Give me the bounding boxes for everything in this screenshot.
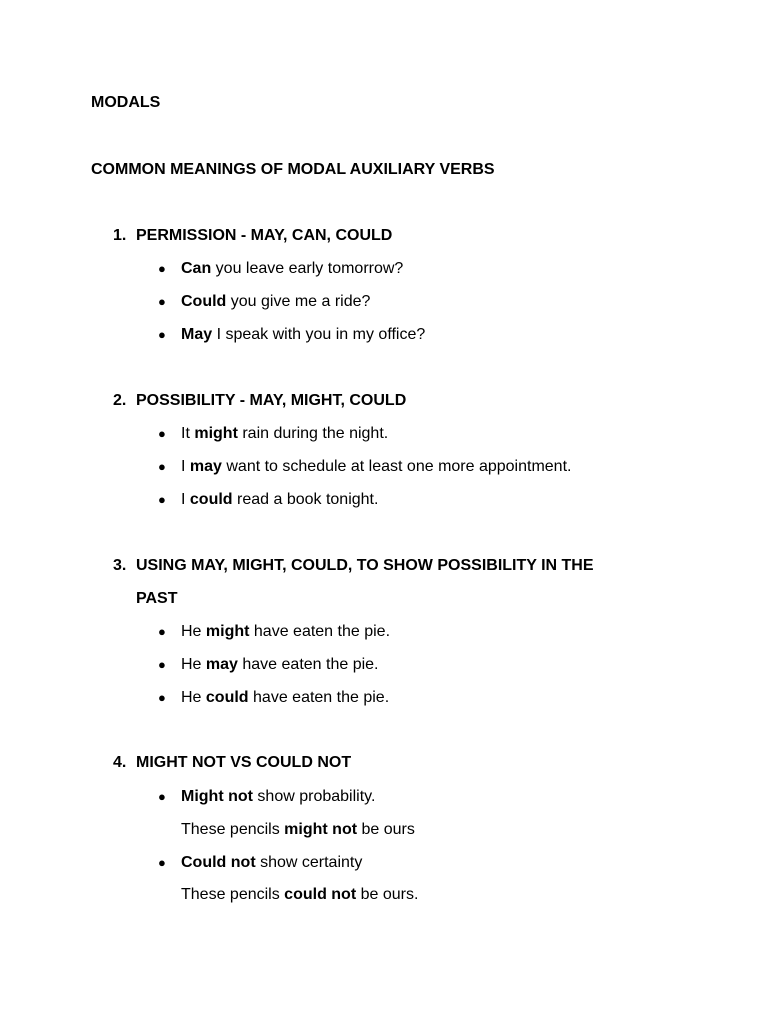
- section-number: 1.: [113, 227, 127, 244]
- list-item: It might rain during the night.: [181, 425, 389, 442]
- list-item: I may want to schedule at least one more appointment.: [181, 458, 572, 475]
- bullet-icon: ●: [158, 327, 166, 342]
- list-item: Could you give me a ride?: [181, 293, 371, 310]
- section-heading-continued: PAST: [136, 590, 178, 607]
- bullet-icon: ●: [158, 855, 166, 870]
- bullet-icon: ●: [158, 294, 166, 309]
- list-item: He may have eaten the pie.: [181, 656, 379, 673]
- bullet-icon: ●: [158, 690, 166, 705]
- bullet-icon: ●: [158, 492, 166, 507]
- bullet-icon: ●: [158, 624, 166, 639]
- list-item: May I speak with you in my office?: [181, 326, 426, 343]
- section-number: 4.: [113, 754, 127, 771]
- section-heading: POSSIBILITY - MAY, MIGHT, COULD: [136, 392, 407, 409]
- bullet-icon: ●: [158, 426, 166, 441]
- list-item: I could read a book tonight.: [181, 491, 379, 508]
- section-number: 3.: [113, 557, 127, 574]
- list-item: He might have eaten the pie.: [181, 623, 391, 640]
- list-item: He could have eaten the pie.: [181, 689, 390, 706]
- section-heading: MIGHT NOT VS COULD NOT: [136, 754, 352, 771]
- list-item: Could not show certainty: [181, 854, 363, 871]
- section-number: 2.: [113, 392, 127, 409]
- list-item: Might not show probability.: [181, 788, 376, 805]
- document-subtitle: COMMON MEANINGS OF MODAL AUXILIARY VERBS: [91, 161, 495, 178]
- list-item: Can you leave early tomorrow?: [181, 260, 404, 277]
- bullet-icon: ●: [158, 789, 166, 804]
- example-sentence: These pencils could not be ours.: [181, 886, 419, 903]
- example-sentence: These pencils might not be ours: [181, 821, 415, 838]
- bullet-icon: ●: [158, 261, 166, 276]
- section-heading: PERMISSION - MAY, CAN, COULD: [136, 227, 393, 244]
- section-heading: USING MAY, MIGHT, COULD, TO SHOW POSSIBILITY IN THE: [136, 557, 594, 574]
- bullet-icon: ●: [158, 459, 166, 474]
- bullet-icon: ●: [158, 657, 166, 672]
- document-title: MODALS: [91, 94, 161, 111]
